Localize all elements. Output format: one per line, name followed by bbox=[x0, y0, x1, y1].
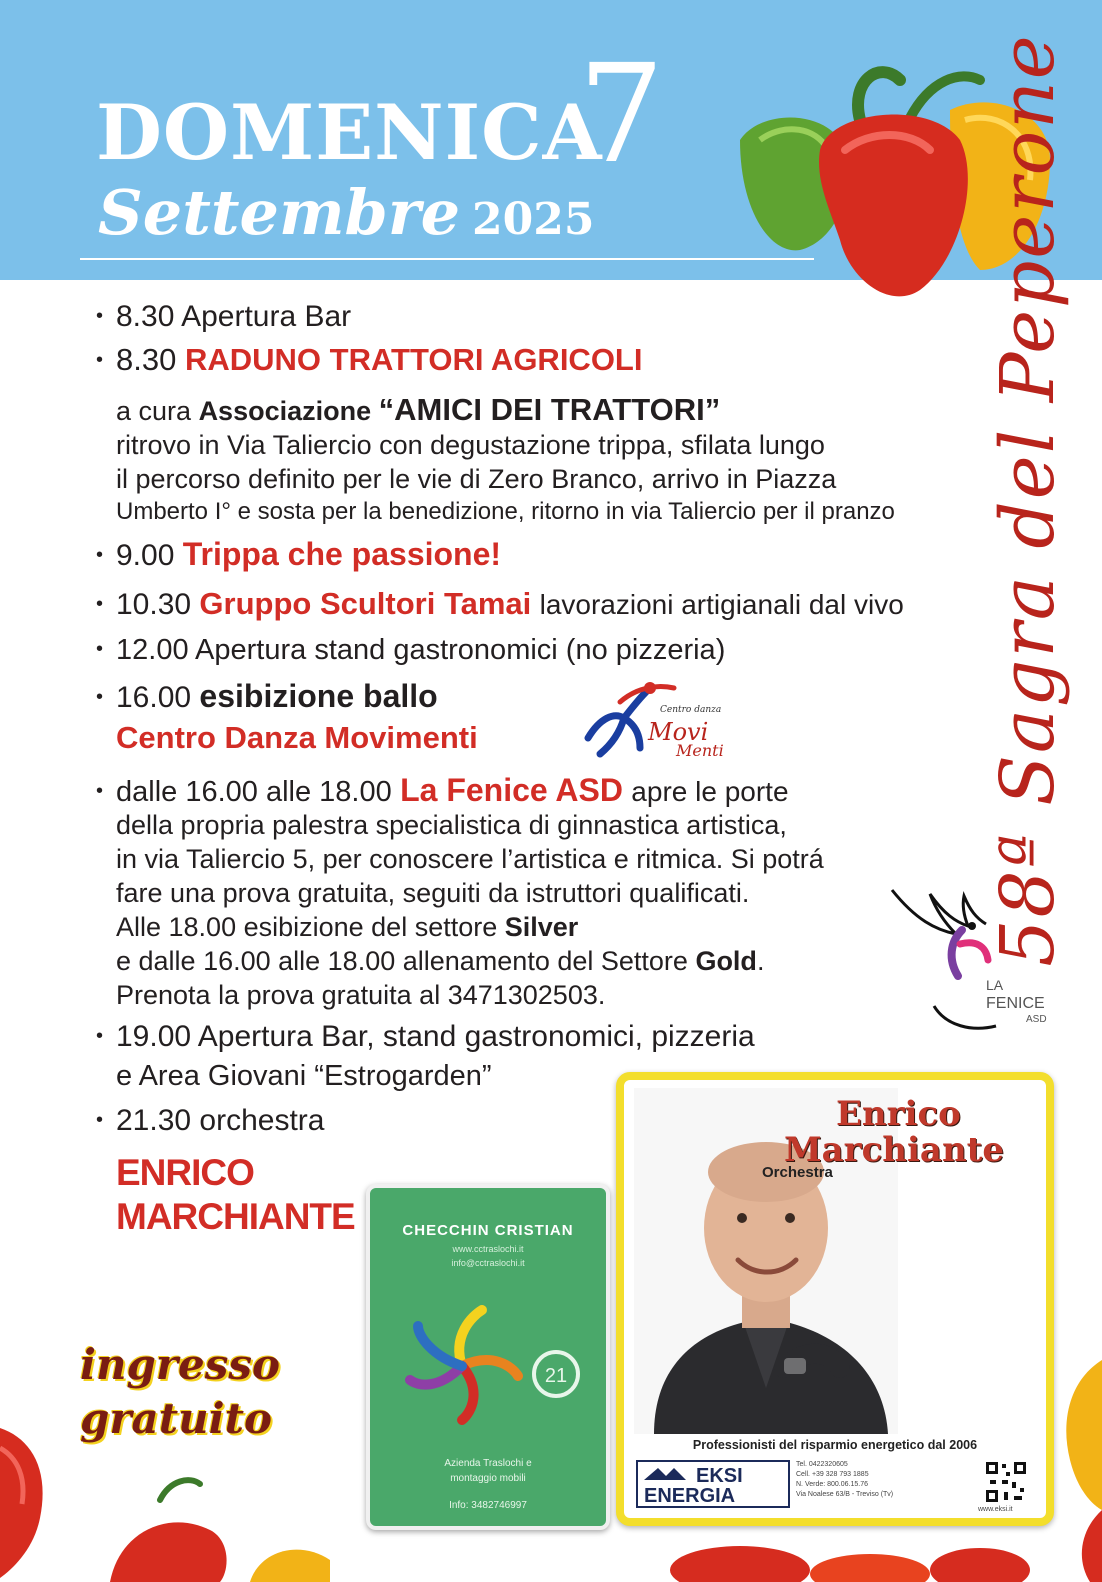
orchestra-label: Orchestra bbox=[762, 1164, 833, 1181]
qr-code-icon bbox=[984, 1460, 1028, 1504]
schedule-line-18: Prenota la prova gratuita al 3471302503. bbox=[116, 980, 606, 1010]
bullet-icon: • bbox=[96, 593, 104, 615]
schedule-line-1: • 8.30 Apertura Bar bbox=[96, 300, 352, 333]
sponsor-card-checchin bbox=[366, 1184, 610, 1530]
schedule-line-3: a cura Associazione “AMICI DEI TRATTORI” bbox=[116, 392, 721, 427]
bullet-icon: • bbox=[96, 780, 104, 802]
bullet-icon: • bbox=[96, 686, 104, 708]
bullet-icon: • bbox=[96, 305, 104, 327]
schedule-line-9: • 12.00 Apertura stand gastronomici (no pizzeria) bbox=[96, 634, 726, 666]
orchestra-name-first: Enrico bbox=[836, 1094, 961, 1134]
schedule-line-19: • 19.00 Apertura Bar, stand gastronomici, pizzeria bbox=[96, 1020, 755, 1053]
fenice-line2: FENICE bbox=[986, 995, 1045, 1012]
dance-logo-line2: Movi bbox=[648, 718, 709, 746]
schedule-line-13: della propria palestra specialistica di ginnastica artistica, bbox=[116, 810, 787, 840]
schedule-line-21: • 21.30 orchestra bbox=[96, 1104, 325, 1137]
schedule-line-10: • 16.00 esibizione ballo bbox=[96, 678, 438, 714]
eksi-logo-line2: ENERGIA bbox=[644, 1485, 736, 1507]
schedule-line-5: il percorso definito per le vie di Zero Branco, arrivo in Piazza bbox=[116, 464, 837, 494]
fenice-line3: ASD bbox=[1026, 1014, 1047, 1025]
schedule-line-16: Alle 18.00 esibizione del settore Silver bbox=[116, 912, 579, 942]
sponsor-email: info@cctraslochi.it bbox=[451, 1258, 525, 1268]
bullet-icon: • bbox=[96, 544, 104, 566]
schedule-line-17: e dalle 16.00 alle 18.00 allenamento del Settore Gold. bbox=[116, 946, 765, 976]
sponsor-phone: Info: 3482746997 bbox=[449, 1500, 527, 1511]
title-month: Settembre bbox=[98, 176, 461, 249]
eksi-tagline: Professionisti del risparmio energetico dal 2006 bbox=[692, 1438, 978, 1452]
sagra-title: 58ª Sagra del Peperone bbox=[985, 33, 1071, 967]
schedule-line-23: MARCHIANTE bbox=[116, 1196, 355, 1237]
schedule-line-11: Centro Danza Movimenti bbox=[116, 720, 478, 755]
dance-logo-line3: Menti bbox=[676, 741, 724, 760]
header-divider bbox=[80, 258, 814, 260]
eksi-energia-logo bbox=[636, 1460, 790, 1508]
pepper-decoration-right-icon bbox=[1040, 1360, 1102, 1582]
orchestra-name-last: Marchiante bbox=[784, 1130, 1005, 1170]
sponsor-hands-logo-icon bbox=[386, 1296, 590, 1436]
bullet-icon: • bbox=[96, 349, 104, 371]
eksi-logo-line1: EKSI bbox=[696, 1465, 743, 1487]
title-date: 7 bbox=[578, 36, 665, 194]
orchestra-card bbox=[616, 1072, 1054, 1526]
schedule-line-4: ritrovo in Via Taliercio con degustazione trippa, sfilata lungo bbox=[116, 430, 825, 460]
sponsor-name: CHECCHIN CRISTIAN bbox=[402, 1222, 574, 1239]
sponsor-description: Azienda Traslochi e montaggio mobili bbox=[444, 1458, 532, 1484]
dance-logo-line1: Centro danza bbox=[660, 705, 722, 715]
schedule-line-8: • 10.30 Gruppo Scultori Tamai lavorazioni artigianali dal vivo bbox=[96, 586, 904, 621]
eksi-website: www.eksi.it bbox=[978, 1506, 1013, 1513]
pepper-decoration-card-bottom-icon bbox=[620, 1530, 1040, 1582]
bullet-icon: • bbox=[96, 1109, 104, 1131]
schedule-line-22: ENRICO bbox=[116, 1152, 254, 1193]
title-day: DOMENICA bbox=[96, 88, 603, 177]
schedule-line-2: • 8.30 RADUNO TRATTORI AGRICOLI bbox=[96, 342, 643, 377]
eksi-contacts: Tel. 0422320605 Cell. +39 328 793 1885 N. Verde: 800.06.15.76 Via Noalese 63/B - Treviso (Tv) bbox=[796, 1461, 894, 1498]
sponsor-logo-number: 21 bbox=[544, 1365, 568, 1387]
bullet-icon: • bbox=[96, 638, 104, 660]
bullet-icon: • bbox=[96, 1025, 104, 1047]
la-fenice-logo bbox=[886, 880, 1056, 1050]
centro-danza-logo bbox=[580, 678, 732, 762]
schedule-line-20: e Area Giovani “Estrogarden” bbox=[116, 1060, 492, 1092]
schedule-line-12: • dalle 16.00 alle 18.00 La Fenice ASD apre le porte bbox=[96, 772, 789, 808]
schedule-line-7: • 9.00 Trippa che passione! bbox=[96, 536, 502, 572]
schedule-line-15: fare una prova gratuita, seguiti da istruttori qualificati. bbox=[116, 878, 750, 908]
sponsor-website: www.cctraslochi.it bbox=[452, 1244, 524, 1254]
schedule-line-14: in via Taliercio 5, per conoscere l’artistica e ritmica. Si potrá bbox=[116, 844, 824, 874]
fenice-line1: LA bbox=[986, 977, 1004, 993]
sagra-banner bbox=[958, 33, 1098, 967]
ingresso-gratuito: ingresso gratuito bbox=[80, 1340, 281, 1443]
pepper-decoration-left-icon bbox=[0, 1408, 70, 1582]
schedule-line-6: Umberto I° e sosta per la benedizione, ritorno in via Taliercio per il pranzo bbox=[116, 498, 895, 525]
title-year: 2025 bbox=[472, 194, 595, 245]
pepper-decoration-bottom-icon bbox=[100, 1470, 340, 1582]
